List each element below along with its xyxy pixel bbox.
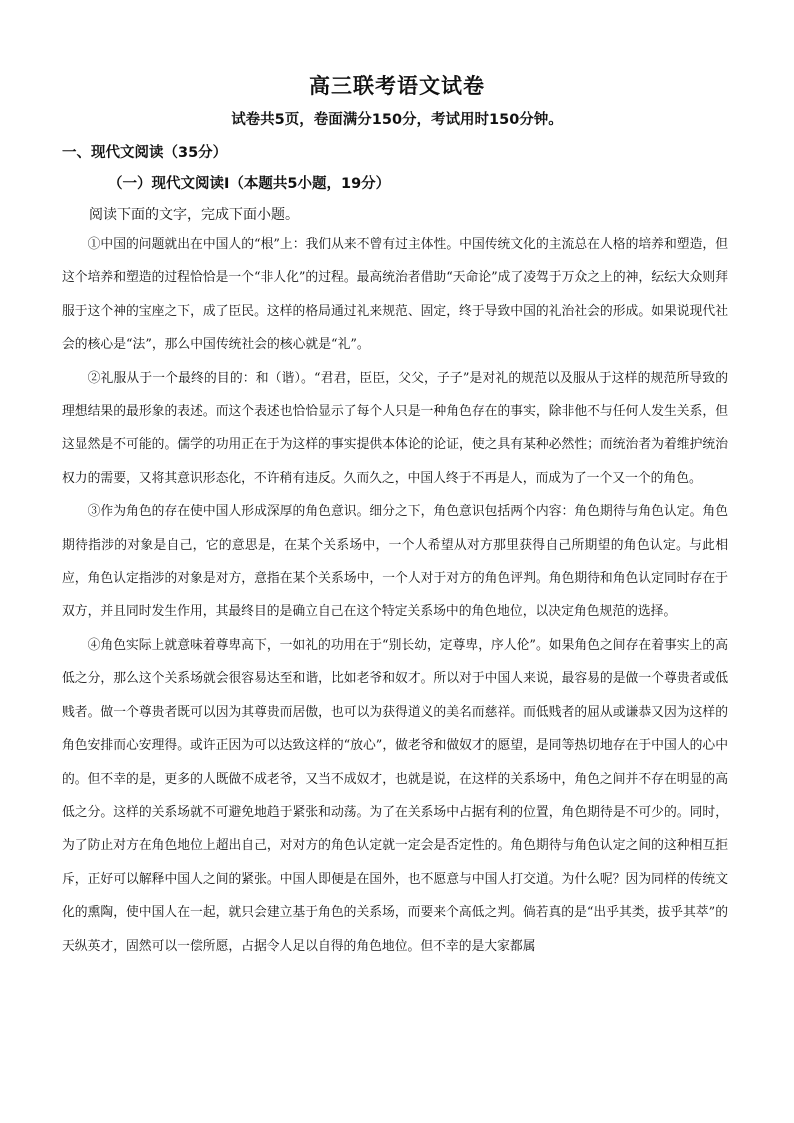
exam-title: 高三联考语文试卷 <box>309 74 485 98</box>
exam-info: 试卷共5页，卷面满分150分，考试用时150分钟。 <box>231 112 563 128</box>
reading-instruction: 阅读下面的文字，完成下面小题。 <box>89 207 299 223</box>
passage-paragraph-2: ②礼服从于一个最终的目的：和（谐）。“君君，臣臣，父父，子子”是对礼的规范以及服从于这样的规范所导致的理想结果的最形象的表述。而这个表述也恰恰显示了每个人只是一种角色存在的事实，除非他不与任何人发生关系，但这显然是不可能的。儒学的功用正在于为这样的事实提供本体论的论证，使之具有某种必然性；而统治者为着维护统治权力的需要，又将其意识形态化，不许稍有违反。久而久之，中国人终于不再是人，而成为了一个又一个的角色。 <box>62 370 728 486</box>
subsection-heading: （一）现代文阅读Ⅰ（本题共5小题，19分） <box>108 176 391 192</box>
reading-passage <box>62 228 728 963</box>
section-heading: 一、现代文阅读（35分） <box>62 145 228 161</box>
passage-paragraph-4: ④角色实际上就意味着尊卑高下，一如礼的功用在于“别长幼，定尊卑，序人伦”。如果角色之间存在着事实上的高低之分，那么这个关系场就会很容易达至和谐，比如老爷和奴才。所以对于中国人来说，最容易的是做一个尊贵者或低贱者。做一个尊贵者既可以因为其尊贵而居傲，也可以为获得道义的美名而慈祥。而低贱者的屈从或谦恭又因为这样的角色安排而心安理得。或许正因为可以达致这样的“放心”，做老爷和做奴才的愿望，是同等热切地存在于中国人的心中的。但不幸的是，更多的人既做不成老爷，又当不成奴才，也就是说，在这样的关系场中，角色之间并不存在明显的高低之分。这样的关系场就不可避免地趋于紧张和动荡。为了在关系场中占据有利的位置，角色期待是不可少的。同时，为了防止对方在角色地位上超出自己，对对方的角色认定就一定会是否定性的。角色期待与角色认定之间的这种相互拒斥，正好可以解释中国人之间的紧张。中国人即便是在国外，也不愿意与中国人打交道。为什么呢？因为同样的传统文化的熏陶，使中国人在一起，就只会建立基于角色的关系场，而要来个高低之判。倘若真的是“出乎其类，拔乎其萃”的天纵英才，固然可以一偿所愿，占据令人足以自得的角色地位。但不幸的是大家都属 <box>62 637 728 954</box>
passage-paragraph-1: ①中国的问题就出在中国人的“根”上：我们从来不曾有过主体性。中国传统文化的主流总在人格的培养和塑造，但这个培养和塑造的过程恰恰是一个“非人化”的过程。最高统治者借助“天命论”成了凌驾于万众之上的神，纭纭大众则拜服于这个神的宝座之下，成了臣民。这样的格局通过礼来规范、固定，终于导致中国的礼治社会的形成。如果说现代社会的核心是“法”，那么中国传统社会的核心就是“礼”。 <box>62 237 729 353</box>
passage-paragraph-3: ③作为角色的存在使中国人形成深厚的角色意识。细分之下，角色意识包括两个内容：角色期待与角色认定。角色期待指涉的对象是自己，它的意思是，在某个关系场中，一个人希望从对方那里获得自己所期望的角色认定。与此相应，角色认定指涉的对象是对方，意指在某个关系场中，一个人对于对方的角色评判。角色期待和角色认定同时存在于双方，并且同时发生作用，其最终目的是确立自己在这个特定关系场中的角色地位，以决定角色规范的选择。 <box>62 504 728 620</box>
